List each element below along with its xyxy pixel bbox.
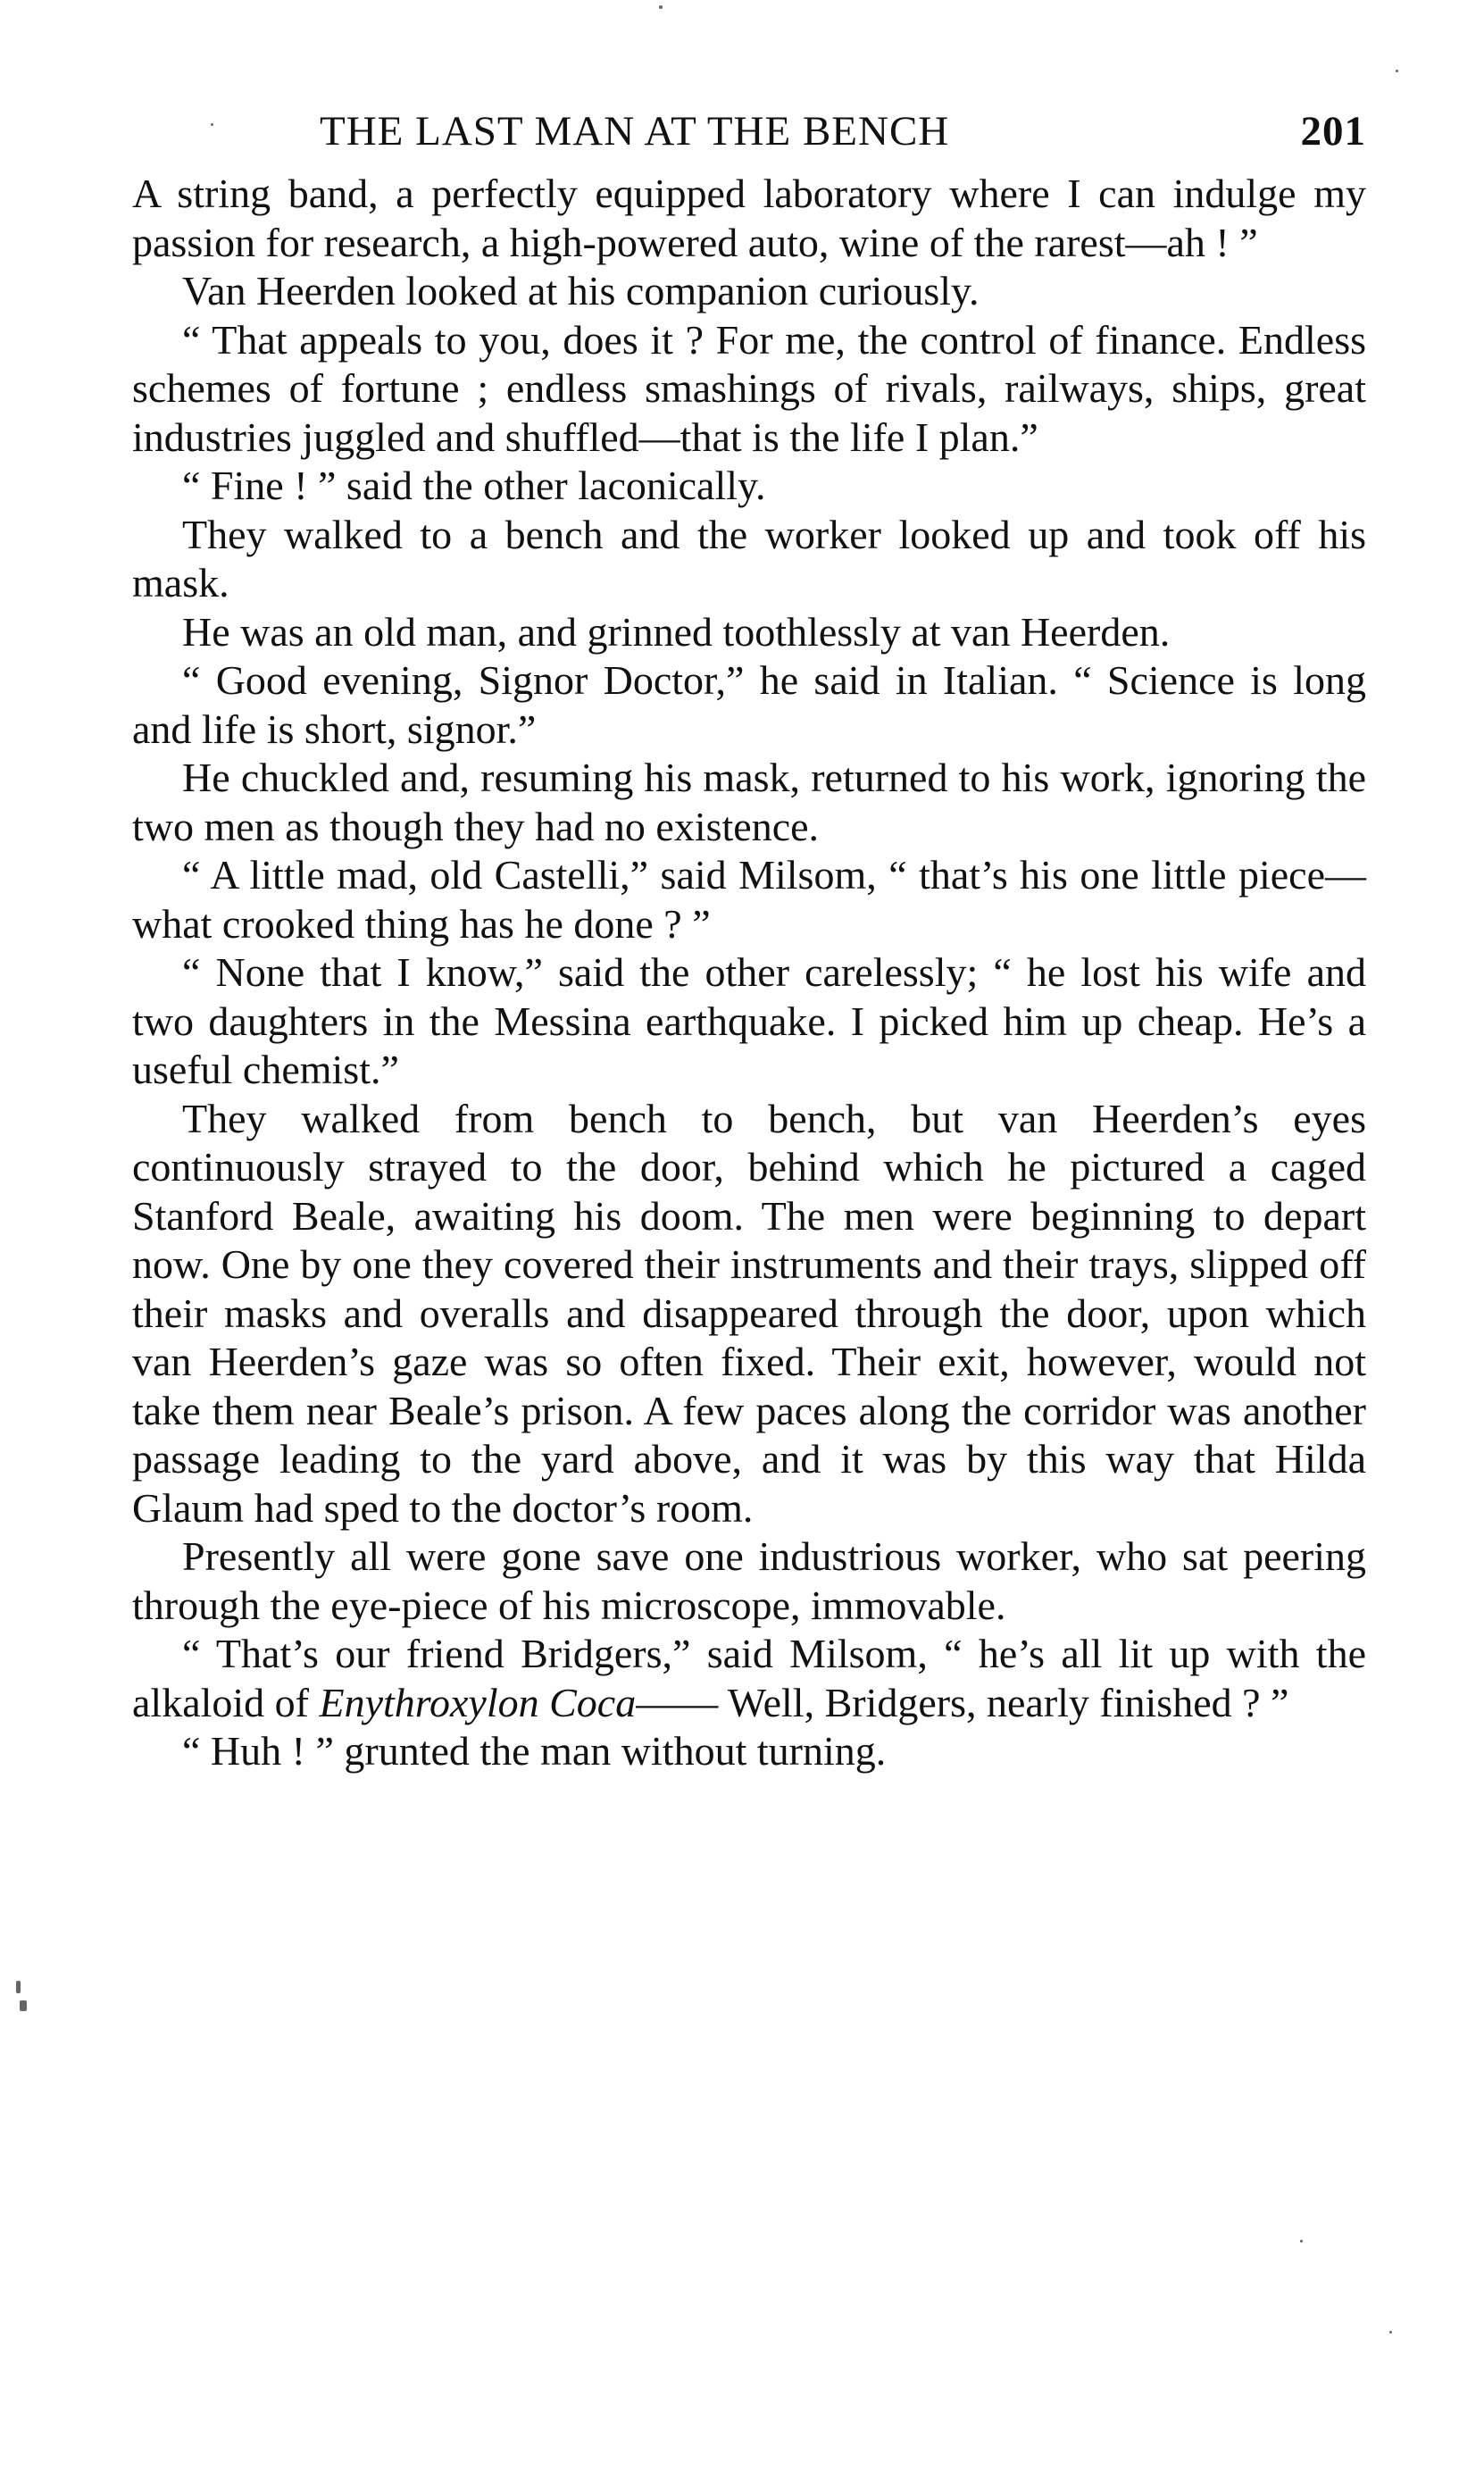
paragraph: A string band, a perfectly equipped laboratory where I can indulge my passion for research, a high-powered auto, wine of the rarest—ah ! ” (132, 171, 1366, 265)
text-run: “ That’s our friend Bridgers,” said Milsom, “ he’s all lit up with the alkaloid of (132, 1631, 1366, 1725)
paragraph: They walked from bench to bench, but van Heerden’s eyes continuously strayed to the door, behind which he pictured a caged Stanford Beale, awaiting his doom. The men were beginning to depart now. One by one they covered their instruments and their trays, slipped off their masks and overalls and disappeared through the door, upon which van Heerden’s gaze was so often fixed. Their exit, however, would not take them near Beale’s prison. A few paces along the corridor was another passage leading to the yard above, and it was by this way that Hilda Glaum had sped to the doctor’s room. (132, 1095, 1366, 1531)
print-speck (1396, 70, 1398, 72)
print-speck (1389, 2331, 1392, 2334)
print-speck (16, 1981, 21, 1993)
paragraph: “ A little mad, old Castelli,” said Milsom, “ that’s his one little piece—what crooked thing has he done ? ” (132, 852, 1366, 947)
text-run: —— Well, Bridgers, nearly finished ? ” (636, 1679, 1289, 1725)
italic-species-name: Enythroxylon Coca (319, 1679, 637, 1725)
paragraph: They walked to a bench and the worker looked up and took off his mask. (132, 511, 1366, 605)
paragraph: “ None that I know,” said the other carelessly; “ he lost his wife and two daughters in the Messina earthquake. I picked him up cheap. He’s a useful chemist.” (132, 949, 1366, 1092)
paragraph: Van Heerden looked at his companion curiously. (182, 268, 980, 313)
paragraph: “ Good evening, Signor Doctor,” he said in Italian. “ Science is long and life is short, signor.” (132, 657, 1366, 752)
paragraph: “ Fine ! ” said the other laconically. (182, 463, 766, 508)
page-number: 201 (1300, 108, 1366, 154)
print-speck (20, 2000, 27, 2011)
print-speck (659, 5, 663, 9)
paragraph: He chuckled and, resuming his mask, returned to his work, ignoring the two men as though they had no existence. (132, 755, 1366, 849)
paragraph: “ That appeals to you, does it ? For me, the control of finance. Endless schemes of fortune ; endless smashings of rivals, railways, ships, great industries juggled and shuffled—that is the life I plan.” (132, 316, 1366, 460)
book-page (132, 107, 1366, 1776)
body-text (132, 170, 1366, 1776)
running-header (132, 107, 1366, 164)
paragraph: Presently all were gone save one industrious worker, who sat peering through the eye-piece of his microscope, immovable. (132, 1533, 1366, 1628)
paragraph: He was an old man, and grinned toothlessly at van Heerden. (182, 608, 1171, 655)
paragraph (132, 1630, 1366, 1727)
running-title: THE LAST MAN AT THE BENCH (320, 108, 950, 154)
print-speck (1300, 2240, 1303, 2242)
paragraph: “ Huh ! ” grunted the man without turning. (182, 1728, 887, 1774)
